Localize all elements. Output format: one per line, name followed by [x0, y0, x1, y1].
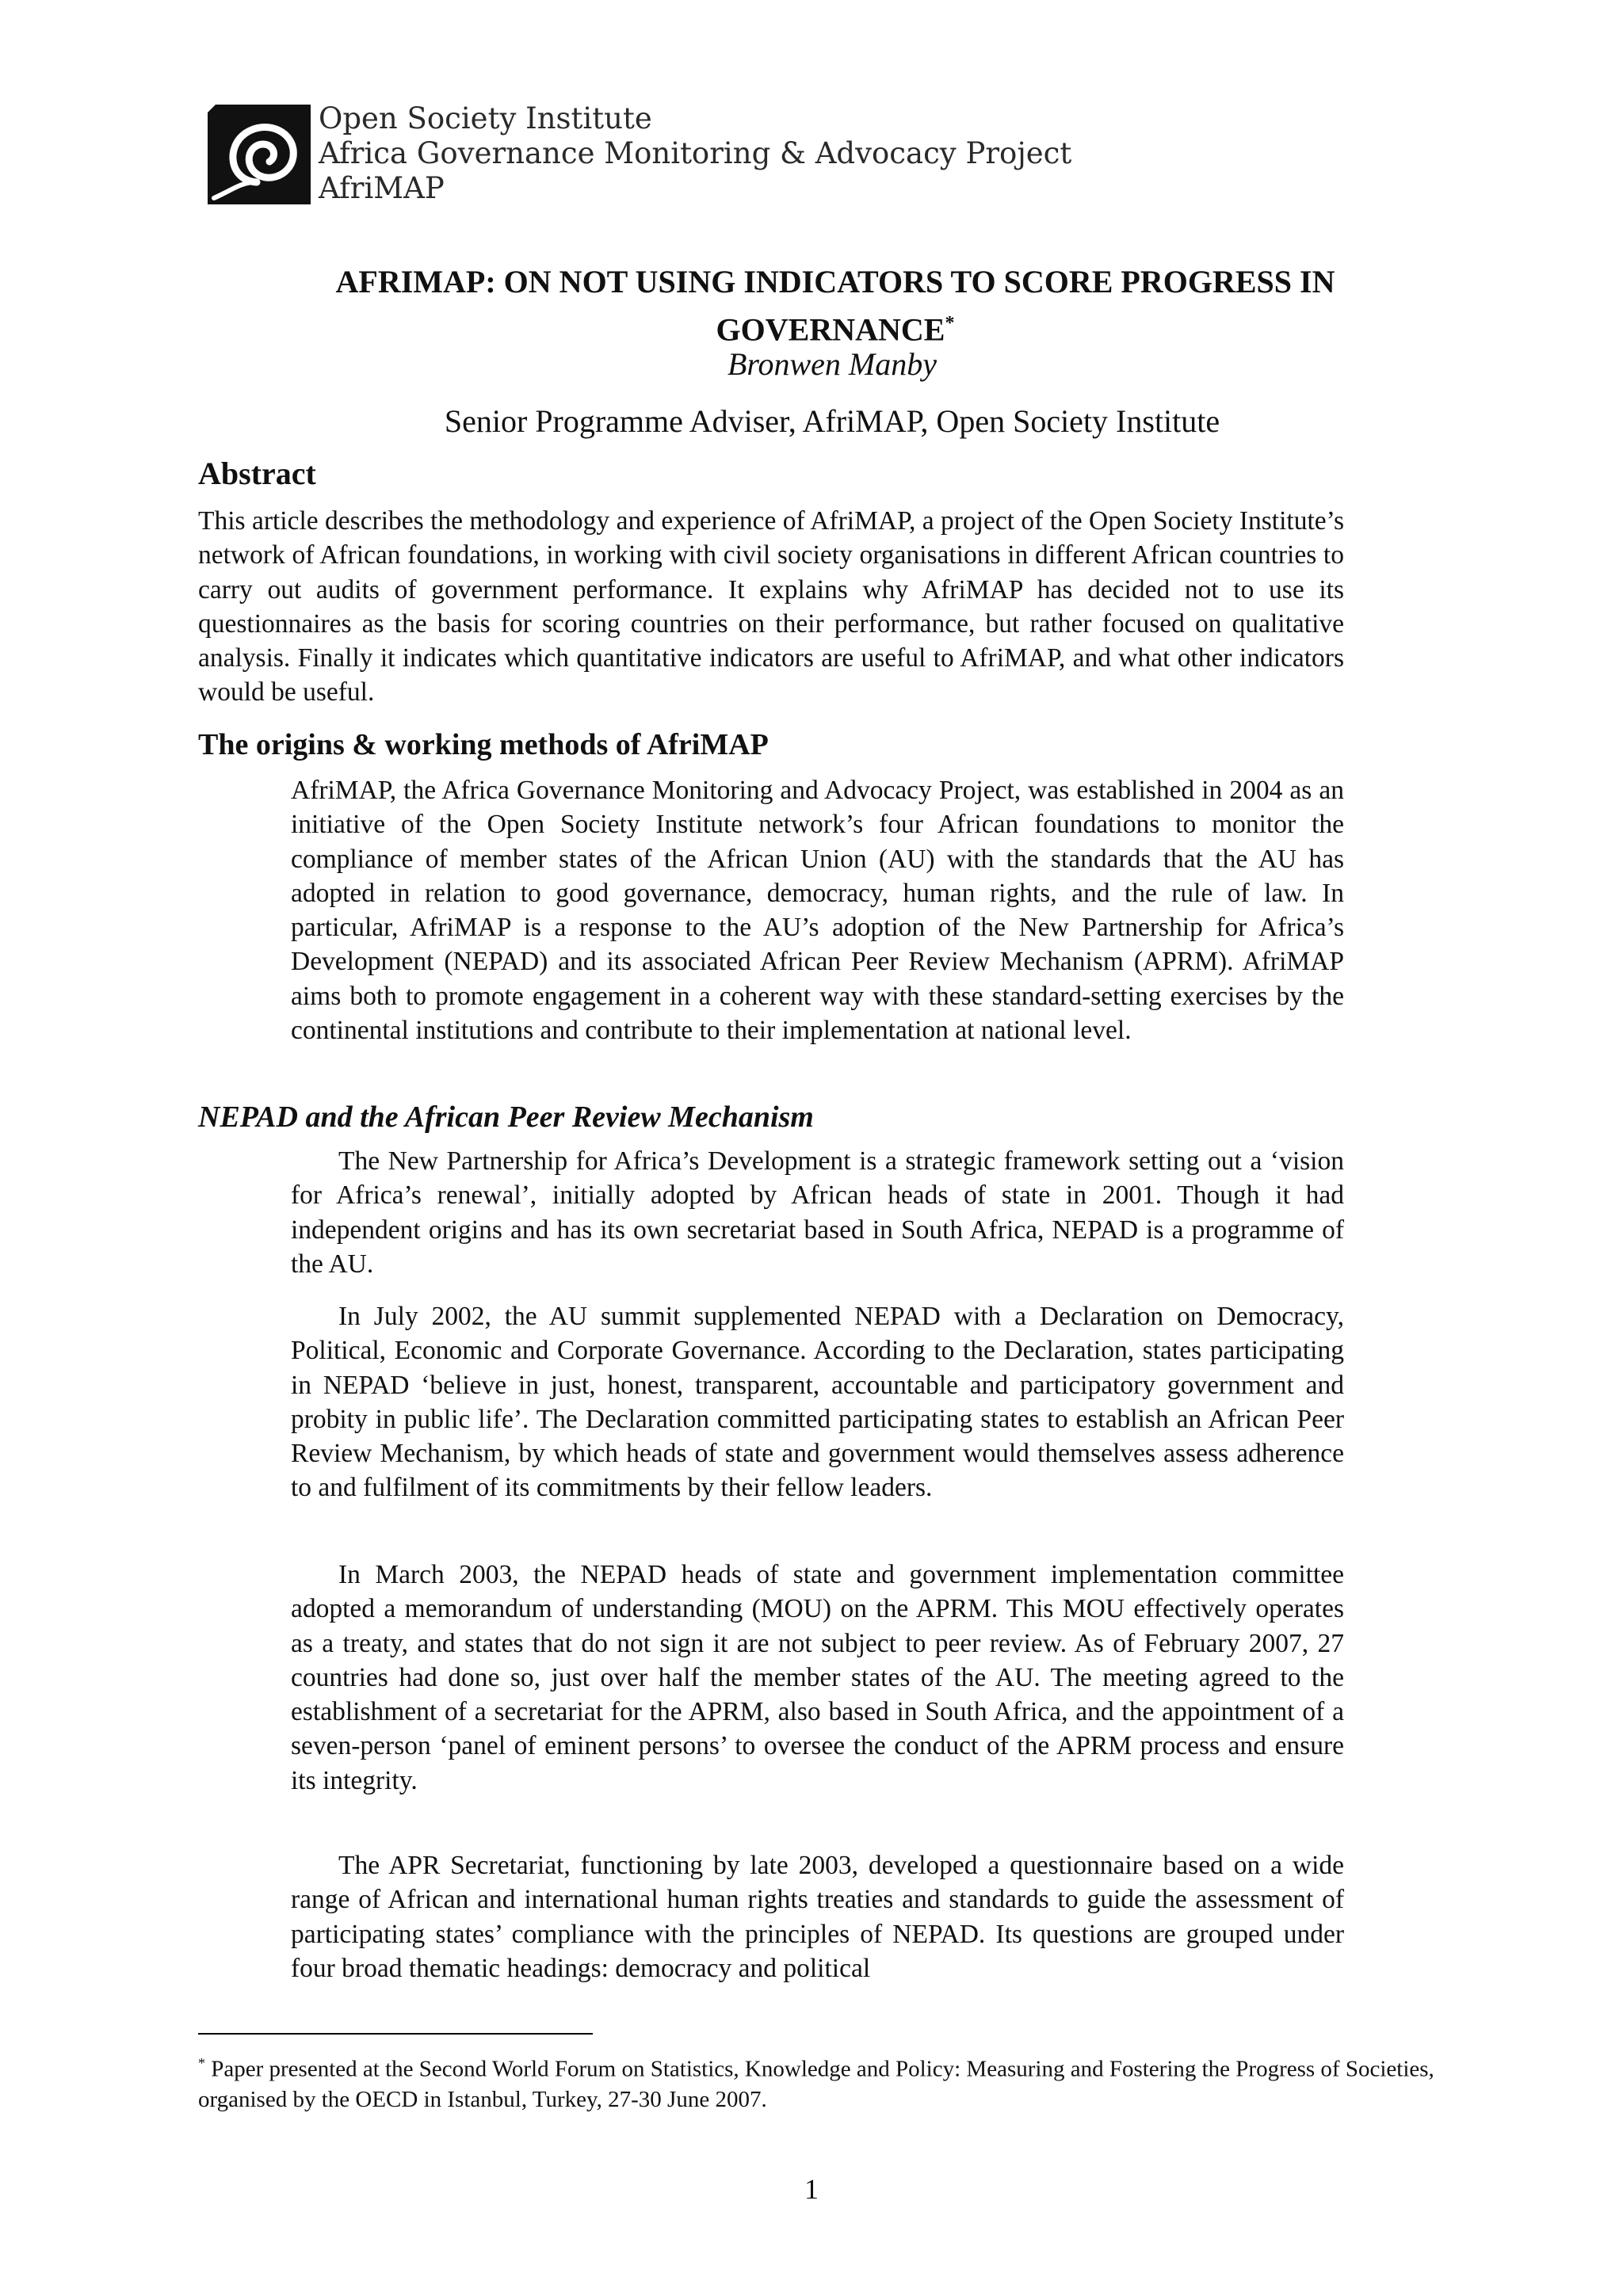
abstract-text: This article describes the methodology and experience of AfriMAP, a project of the Open Society Institute’s network of African foundations, in working with civil society organisations in different African countries to carry out audits of government performance. It explains why AfriMAP has decided not to use its questionnaires as the basis for scoring countries on their performance, but rather focused on qualitative analysis. Finally it indicates which quantitative indicators are useful to AfriMAP, and what other indicators would be useful.: [198, 506, 1344, 707]
paragraph-nepad-2: In July 2002, the AU summit supplemented NEPAD with a Declaration on Democracy, Political, Economic and Corporate Governance. According to the Declaration, states participating in NEPAD ‘believe in just, honest, transparent, accountable and participatory government and probity in public life’. The Declaration committed participating states to establish an African Peer Review Mechanism, by which heads of state and government would themselves assess adherence to and fulfilment of its commitments by their fellow leaders.: [291, 1302, 1344, 1503]
logo-line-3: AfriMAP: [319, 171, 445, 205]
footnote-divider: [198, 2033, 593, 2035]
page-number: 1: [804, 2173, 819, 2205]
logo-line-1: Open Society Institute: [319, 101, 652, 135]
title-line-2: [238, 303, 1433, 350]
author-name: Bronwen Manby: [727, 346, 938, 382]
footnote: [198, 2048, 1434, 2115]
footnote-text: Paper presented at the Second World Forum on Statistics, Knowledge and Policy: Measuring and Fostering the Progress of Societies, organised by the OECD in Istanbul, Turkey, 27-30 June 2007.: [198, 2056, 1434, 2112]
paragraph-origins: AfriMAP, the Africa Governance Monitoring and Advocacy Project, was established in 2004 as an initiative of the Open Society Institute network’s four African foundations to monitor the compliance of member states of the African Union (AU) with the standards that the AU has adopted in relation to good governance, democracy, human rights, and the rule of law. In particular, AfriMAP is a response to the AU’s adoption of the New Partnership for Africa’s Development (NEPAD) and its associated African Peer Review Mechanism (APRM). AfriMAP aims both to promote engagement in a coherent way with these standard-setting exercises by the continental institutions and contribute to their implementation at national level.: [291, 776, 1344, 1046]
logo-swirl-icon: [208, 105, 311, 204]
title-line-2-text: GOVERNANCE: [716, 311, 945, 348]
title-footnote-mark: *: [945, 313, 955, 334]
section-heading-nepad: NEPAD and the African Peer Review Mechanism: [198, 1100, 814, 1134]
paragraph-nepad-4: The APR Secretariat, functioning by late 2003, developed a questionnaire based on a wide range of African and international human rights treaties and standards to guide the assessment of participating states’ compliance with the principles of NEPAD. Its questions are grouped under four broad thematic headings: democracy and political: [291, 1851, 1344, 1983]
section-heading-origins: The origins & working methods of AfriMAP: [198, 728, 769, 761]
footnote-mark: *: [198, 2055, 205, 2071]
document-title: [238, 261, 1433, 350]
abstract-heading: Abstract: [198, 456, 316, 491]
logo-text: [319, 101, 1071, 206]
author-position: Senior Programme Adviser, AfriMAP, Open Society Institute: [444, 403, 1220, 439]
title-line-1: AFRIMAP: ON NOT USING INDICATORS TO SCORE PROGRESS IN: [335, 264, 1335, 299]
logo-line-2: Africa Governance Monitoring & Advocacy Project: [319, 136, 1072, 170]
paragraph-nepad-1: The New Partnership for Africa’s Development is a strategic framework setting out a ‘vision for Africa’s renewal’, initially adopted by African heads of state in 2001. Though it had independent origins and has its own secretariat based in South Africa, NEPAD is a programme of the AU.: [291, 1146, 1344, 1279]
paragraph-nepad-3: In March 2003, the NEPAD heads of state and government implementation committee adopted a memorandum of understanding (MOU) on the APRM. This MOU effectively operates as a treaty, and states that do not sign it are not subject to peer review. As of February 2007, 27 countries had done so, just over half the member states of the AU. The meeting agreed to the establishment of a secretariat for the APRM, also based in South Africa, and the appointment of a seven-person ‘panel of eminent persons’ to oversee the conduct of the APRM process and ensure its integrity.: [291, 1560, 1344, 1795]
